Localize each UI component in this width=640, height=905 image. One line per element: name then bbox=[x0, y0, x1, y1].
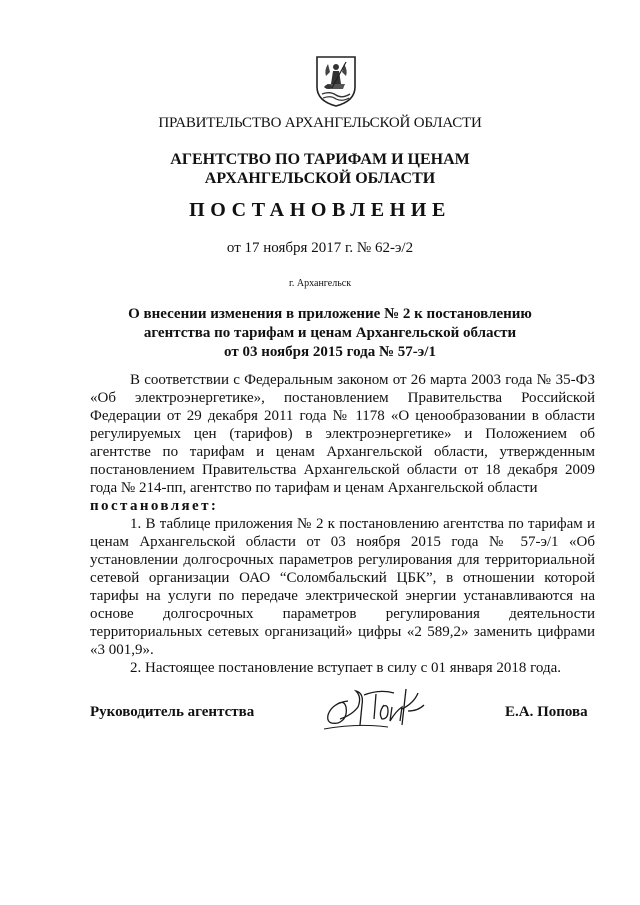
government-name: ПРАВИТЕЛЬСТВО АРХАНГЕЛЬСКОЙ ОБЛАСТИ bbox=[158, 115, 482, 131]
document-type-title: ПОСТАНОВЛЕНИЕ bbox=[189, 199, 451, 221]
city: г. Архангельск bbox=[288, 278, 352, 289]
agency-name bbox=[0, 150, 640, 188]
handwritten-signature-icon bbox=[318, 685, 430, 737]
subject-line2: агентства по тарифам и ценам Архангельской области bbox=[143, 325, 517, 341]
coat-of-arms-icon bbox=[314, 54, 358, 108]
signatory-name: Е.А. Попова bbox=[505, 704, 588, 720]
subject-line1: О внесении изменения в приложение № 2 к постановлению bbox=[128, 306, 532, 322]
item-1-paragraph: 1. В таблице приложения № 2 к постановлению агентства по тарифам и ценам Архангельской области от 03 ноября 2015 года № 57-э/1 «Об установлении долгосрочных параметров регулирования для территориальной сетевой организации ОАО “Соломбальский ЦБК”, в отношении которой тарифы на услуги по передаче электрической энергии устанавливаются на основе долгосрочных параметров регулирования деятельности территориальных сетевых организаций» цифры «2 589,2» заменить цифрами «3 001,9». bbox=[90, 516, 595, 658]
subject-line3: от 03 ноября 2015 года № 57-э/1 bbox=[224, 344, 436, 360]
preamble-paragraph: В соответствии с Федеральным законом от 26 марта 2003 года № 35-ФЗ «Об электроэнергетике», постановлением Правительства Российской Федерации от 29 декабря 2011 года № 1178 «О ценообразовании в области регулируемых цен (тарифов) в электроэнергетике» и Положением об агентстве по тарифам и ценам Архангельской области, утвержденным постановлением Правительства Архангельской области от 18 декабря 2009 года № 214-пп, агентство по тарифам и ценам Архангельской области bbox=[90, 372, 595, 496]
agency-name-line1: АГЕНТСТВО ПО ТАРИФАМ И ЦЕНАМ bbox=[170, 151, 470, 168]
document-body bbox=[90, 371, 595, 677]
decree-word: постановляет: bbox=[90, 498, 219, 514]
signatory-position: Руководитель агентства bbox=[90, 704, 255, 720]
document-subject bbox=[100, 305, 560, 362]
item-2-paragraph: 2. Настоящее постановление вступает в силу с 01 января 2018 года. bbox=[130, 660, 562, 676]
date-number: от 17 ноября 2017 г. № 62-э/2 bbox=[226, 240, 414, 256]
agency-name-line2: АРХАНГЕЛЬСКОЙ ОБЛАСТИ bbox=[204, 170, 436, 187]
